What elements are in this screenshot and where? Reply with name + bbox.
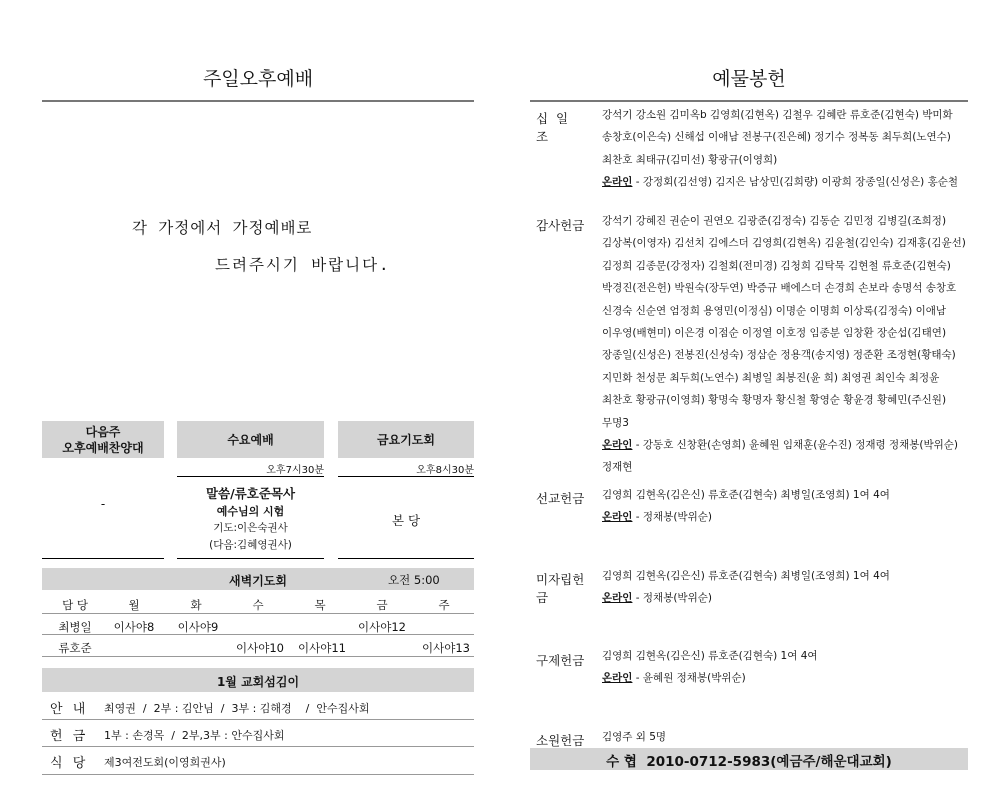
wednesday-prayer: 기도:이은숙권사 — [213, 522, 288, 534]
dawn-row-1-tue: 이사야9 — [177, 620, 219, 634]
thanksgiving-line: 신경숙 신순연 엄정희 용영민(이정심) 이명순 이명희 이상록(김정숙) 이애남 — [602, 304, 947, 317]
servants-row-1-rule — [42, 719, 474, 720]
dawn-col-fri: 금 — [376, 598, 388, 612]
next-week-choir-header: 다음주 오후예배찬양대 — [42, 421, 164, 458]
left-title-rule — [42, 100, 474, 102]
dawn-col-thu: 목 — [314, 598, 326, 612]
relief-line: 김영희 김현옥(김은신) 류호준(김현숙) 1여 4여 — [602, 650, 818, 662]
mission-online-names: - 정채봉(박위순) — [632, 511, 712, 524]
tithe-line: 최찬호 최태규(김미선) 황광규(이영희) — [602, 153, 778, 166]
servants-row-3-label: 식 당 — [50, 756, 89, 771]
wednesday-next-prayer: (다음:김혜영권사) — [209, 539, 292, 551]
tithe-online-label: 온라인 — [602, 176, 633, 189]
mission-names — [602, 484, 967, 529]
thanksgiving-line: 이우영(배현미) 이은경 이점순 이정열 이호정 임종분 임창환 장순섭(김태연) — [602, 327, 947, 340]
schedule-bottom-rule-1 — [42, 558, 164, 559]
small-church-label: 미자립헌금 — [536, 572, 585, 605]
left-title: 주일오후예배 — [202, 68, 314, 90]
servants-row-2-label: 헌 금 — [50, 729, 89, 744]
thanksgiving-line: 최찬호 황광규(이영희) 황명숙 황명자 황신철 황영순 황윤경 황혜민(주신원) — [602, 394, 947, 407]
right-title-rule — [530, 100, 968, 102]
mission-line: 김영희 김현옥(김은신) 류호준(김현숙) 최병일(조영희) 1여 4여 — [602, 489, 890, 501]
servants-row-2-rule — [42, 746, 474, 747]
dawn-col-mon: 월 — [128, 598, 140, 612]
thanksgiving-online-label: 온라인 — [602, 439, 633, 452]
relief-names — [602, 645, 967, 690]
wish-label: 소원헌금 — [536, 733, 585, 748]
small-church-online-label: 온라인 — [602, 592, 633, 605]
right-title: 예물봉헌 — [712, 68, 786, 90]
dawn-row-2-rule — [42, 656, 474, 657]
servants-title: 1월 교회섬김이 — [216, 675, 300, 689]
friday-location: 본 당 — [391, 513, 421, 528]
dawn-col-tue: 화 — [190, 598, 202, 612]
thanksgiving-label: 감사헌금 — [536, 218, 585, 233]
small-church-line: 김영희 김현옥(김은신) 류호준(김현숙) 최병일(조영희) 1여 4여 — [602, 570, 890, 582]
thanksgiving-line: 지민화 천성문 최두희(노연수) 최병일 최봉진(윤 희) 최영권 최인숙 최정윤 — [602, 371, 940, 384]
thanksgiving-line: 김상복(이영자) 김선치 김에스더 김영희(김현옥) 김윤철(김인숙) 김재홍(김윤선) — [602, 237, 966, 250]
wish-names — [602, 726, 967, 748]
home-worship-notice-line2: 드려주시기 바랍니다. — [215, 256, 391, 274]
relief-online-label: 온라인 — [602, 672, 633, 685]
tithe-names — [602, 104, 967, 194]
servants-row-1-label: 안 내 — [50, 702, 89, 717]
wednesday-time-rule — [177, 476, 324, 477]
small-church-online-names: - 정채봉(박위순) — [632, 592, 712, 605]
thanksgiving-line: 김정희 김종문(강정자) 김철회(전미경) 김청희 김탁묵 김현철 류호준(김현숙) — [602, 259, 951, 272]
dawn-row-1-fri: 이사야12 — [358, 620, 406, 634]
schedule-bottom-rule-3 — [338, 558, 474, 559]
dawn-row-2-thu: 이사야11 — [298, 641, 346, 655]
thanksgiving-names — [602, 210, 967, 479]
dawn-row-2-sun: 이사야13 — [422, 641, 470, 655]
dawn-prayer-title: 새벽기도회 — [229, 574, 287, 588]
home-worship-notice-line1: 각 가정에서 가정예배로 — [132, 219, 313, 237]
thanksgiving-line: 강석기 강혜진 권순이 권연오 김광준(김정숙) 김동순 김민정 김병길(조희정) — [602, 215, 947, 227]
friday-time-rule — [338, 476, 474, 477]
dawn-row-1-mon: 이사야8 — [113, 620, 155, 634]
thanksgiving-line: 박경진(전은헌) 박원숙(장두연) 박증규 배에스더 손경희 손보라 송명석 송창호 — [602, 282, 957, 295]
dawn-col-wed: 수 — [252, 598, 264, 612]
tithe-line: 송창호(이은숙) 신해섭 이애남 전봉구(진은혜) 정기수 정복동 최두희(노연수) — [602, 131, 951, 144]
friday-time: 오후8시30분 — [416, 465, 474, 476]
tithe-label: 십 일 조 — [536, 111, 571, 144]
dawn-header-rule — [42, 613, 474, 614]
wednesday-sermon: 말씀/류호준목사 — [205, 486, 296, 501]
wednesday-service-header: 수요예배 — [177, 421, 324, 458]
next-week-choir-value: - — [100, 497, 106, 511]
relief-label: 구제헌금 — [536, 653, 585, 668]
dawn-col-sun: 주 — [438, 598, 450, 612]
tithe-line: 강석기 강소원 김미옥b 김영희(김현옥) 김철우 김혜란 류호준(김현숙) 박미화 — [602, 109, 953, 121]
thanksgiving-online-line: 정재현 — [602, 461, 633, 474]
servants-row-2-value: 1부 : 손경목 / 2부,3부 : 안수집사회 — [104, 729, 285, 742]
wednesday-time: 오후7시30분 — [266, 465, 324, 476]
schedule-bottom-rule-2 — [177, 558, 324, 559]
wednesday-sermon-title: 예수님의 시험 — [216, 505, 285, 518]
mission-label: 선교헌금 — [536, 491, 585, 506]
thanksgiving-online-names: - 강동호 신창환(손영희) 윤혜원 임채훈(윤수진) 정재령 정채봉(박위순) — [632, 439, 959, 452]
dawn-row-2-person: 류호준 — [58, 641, 92, 655]
servants-row-3-value: 제3여전도회(이영희권사) — [104, 756, 226, 769]
wish-line: 김영주 외 5명 — [602, 731, 667, 743]
thanksgiving-line: 장종일(신성은) 전봉진(신성숙) 정삼순 정용객(송지영) 정준환 조정현(황태숙) — [602, 349, 956, 362]
tithe-online-names: - 강정회(김선영) 김지은 남상민(김희량) 이광희 장종일(신성은) 홍순철 — [632, 176, 959, 189]
dawn-row-1-rule — [42, 634, 474, 635]
dawn-prayer-time: 오전 5:00 — [388, 573, 440, 587]
relief-online-names: - 윤혜원 정채봉(박위순) — [632, 672, 746, 685]
servants-row-3-rule — [42, 774, 474, 775]
friday-prayer-header: 금요기도회 — [338, 421, 474, 458]
thanksgiving-line: 무명3 — [602, 416, 629, 429]
servants-row-1-value: 최영권 / 2부 : 김안님 / 3부 : 김해경 / 안수집사회 — [104, 702, 370, 715]
dawn-col-person: 담 당 — [62, 598, 88, 612]
bank-account: 수 협 2010-0712-5983(예금주/해운대교회) — [606, 754, 892, 770]
dawn-row-2-wed: 이사야10 — [236, 641, 284, 655]
mission-online-label: 온라인 — [602, 511, 633, 524]
small-church-names — [602, 565, 967, 610]
dawn-row-1-person: 최병일 — [58, 620, 92, 634]
